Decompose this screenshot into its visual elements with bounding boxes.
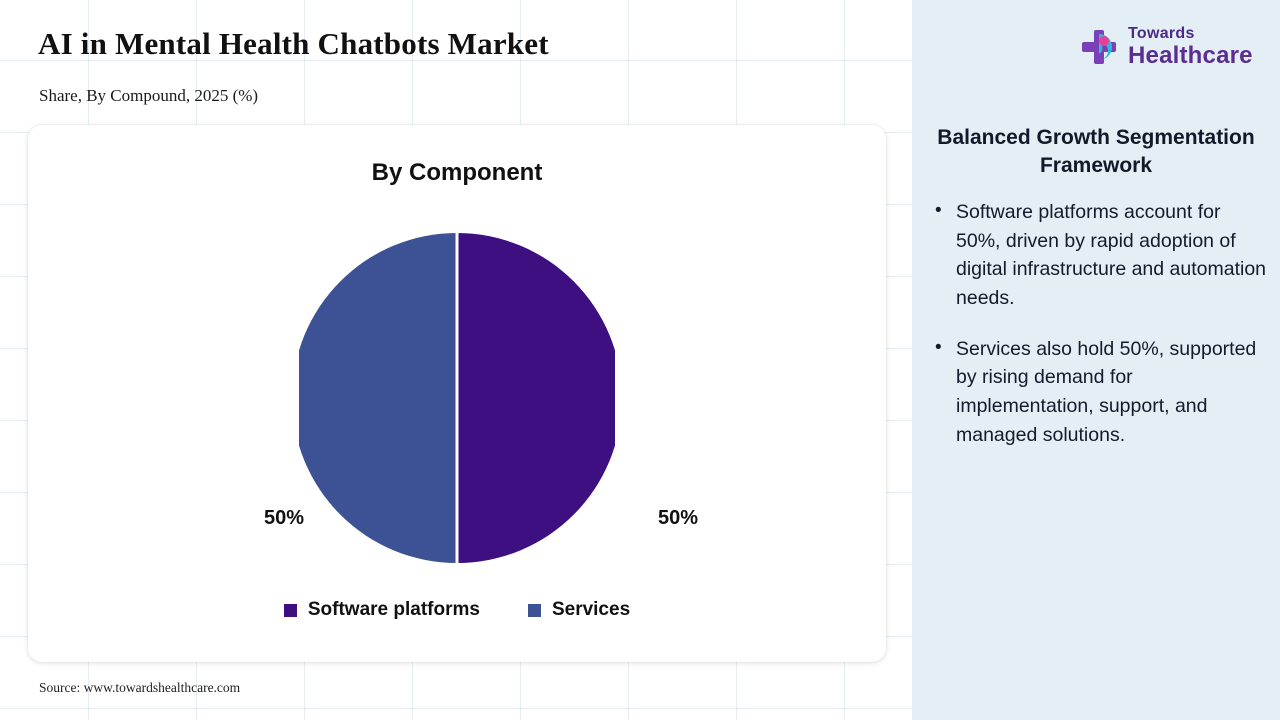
- brand-logo: [1080, 26, 1253, 68]
- chart-legend: [28, 599, 886, 621]
- brand-text: [1128, 26, 1253, 68]
- pie-svg: [299, 232, 615, 564]
- legend-swatch-icon: [284, 604, 297, 617]
- page-title: AI in Mental Health Chatbots Market: [38, 26, 549, 61]
- source-note: Source: www.towardshealthcare.com: [39, 680, 241, 695]
- pie-value-label-software-platforms: 50%: [658, 507, 699, 529]
- brand-name-top: Towards: [1128, 25, 1195, 42]
- insights-list: [926, 198, 1266, 471]
- pie-slice-software-platforms[interactable]: [457, 233, 615, 563]
- cross-swirl-logo-icon: [1080, 28, 1118, 66]
- pie-slice-services[interactable]: [299, 233, 457, 563]
- pie-chart: [299, 232, 615, 564]
- insights-panel: [912, 0, 1280, 720]
- chart-title: By Component: [371, 159, 543, 186]
- legend-item-services[interactable]: [528, 599, 630, 621]
- brand-name-bottom: Healthcare: [1128, 41, 1253, 69]
- list-item: • Software platforms account for 50%, driven by rapid adoption of digital infrastructure and automation needs.: [926, 198, 1266, 313]
- legend-item-software-platforms[interactable]: [284, 599, 480, 621]
- legend-label: Software platforms: [307, 599, 480, 620]
- chart-card: [28, 125, 886, 662]
- legend-swatch-icon: [528, 604, 541, 617]
- page-subtitle: Share, By Compound, 2025 (%): [39, 86, 259, 105]
- list-item: • Services also hold 50%, supported by rising demand for implementation, support, and managed solutions.: [926, 335, 1266, 450]
- pie-value-label-services: 50%: [264, 507, 305, 529]
- insights-heading: Balanced Growth Segmentation Framework: [937, 126, 1255, 177]
- legend-label: Services: [551, 599, 631, 620]
